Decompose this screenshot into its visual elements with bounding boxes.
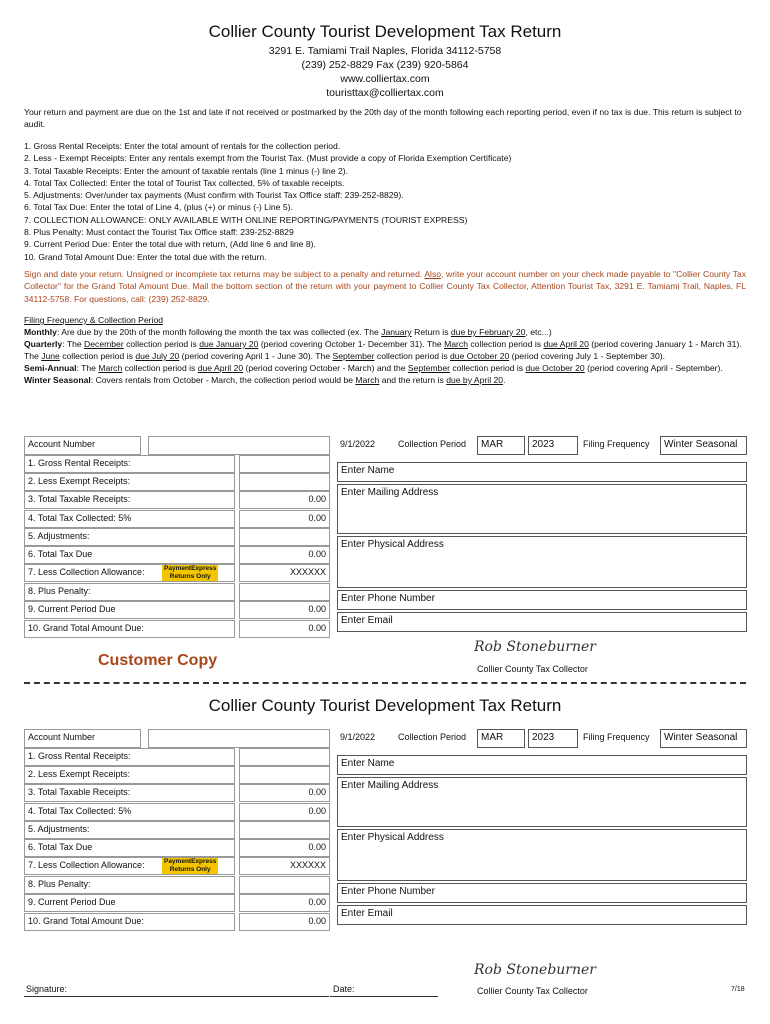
filing-paragraph <box>24 326 746 338</box>
filing-text: due April 20 <box>197 363 244 373</box>
filing-text: : Covers rentals from October - March, the collection period would be <box>90 375 356 385</box>
top-physical-address-input[interactable]: Enter Physical Address <box>337 536 747 588</box>
filing-text: (period covering July 1 - September 30). <box>509 351 665 361</box>
filing-text: due July 20 <box>135 351 180 361</box>
filing-text: March <box>355 375 380 385</box>
filing-paragraph <box>24 338 746 362</box>
date-label: Date: <box>333 984 355 994</box>
bottom-line-label: 3. Total Taxable Receipts: <box>24 784 235 802</box>
top-line-value-input[interactable] <box>239 473 330 491</box>
bottom-collection-period-label: Collection Period <box>398 732 467 742</box>
filing-text: : The <box>76 363 99 373</box>
bottom-line-value-input[interactable]: 0.00 <box>239 784 330 802</box>
bottom-line-label: 9. Current Period Due <box>24 894 235 912</box>
instruction-item: 6. Total Tax Due: Enter the total of Line 4, (plus (+) or minus (-) Line 5). <box>24 202 293 213</box>
filing-text: due October 20 <box>450 351 510 361</box>
top-line-value-input[interactable]: 0.00 <box>239 510 330 528</box>
filing-text: collection period is <box>467 339 544 349</box>
office-email: touristtax@colliertax.com <box>326 87 444 99</box>
office-website: www.colliertax.com <box>340 73 430 85</box>
filing-text: Quarterly <box>24 339 63 349</box>
filing-text: : Are due by the 20th of the month following the month the tax was collected (ex. The <box>56 327 382 337</box>
filing-text: September <box>407 363 450 373</box>
filing-text: due April 20 <box>543 339 589 349</box>
bottom-line-value-input[interactable] <box>239 876 330 894</box>
filing-text: (period covering April 1 - June 30). The <box>179 351 333 361</box>
top-account-number-label: Account Number <box>24 436 141 455</box>
top-email-input[interactable]: Enter Email <box>337 612 747 632</box>
top-mailing-address-input[interactable]: Enter Mailing Address <box>337 484 747 534</box>
top-phone-input[interactable]: Enter Phone Number <box>337 590 747 610</box>
filing-paragraph <box>24 374 746 386</box>
top-account-number-input[interactable] <box>148 436 330 455</box>
signature-label: Signature: <box>26 984 68 994</box>
top-line-label: 7. Less Collection Allowance: <box>24 564 235 582</box>
bottom-collection-month-select[interactable]: MAR <box>477 729 525 748</box>
bottom-line-label: 2. Less Exempt Receipts: <box>24 766 235 784</box>
bottom-line-label: 7. Less Collection Allowance: <box>24 857 235 875</box>
instruction-item: 5. Adjustments: Over/under tax payments (Must confirm with Tourist Tax Office staff: 239-252-8829). <box>24 190 404 201</box>
filing-text: , etc...) <box>525 327 552 337</box>
filing-text: Semi-Annual <box>24 363 77 373</box>
top-line-label: 9. Current Period Due <box>24 601 235 619</box>
collector-signature: Rob Stoneburner <box>474 962 596 978</box>
bottom-physical-address-input[interactable]: Enter Physical Address <box>337 829 747 881</box>
top-form-date: 9/1/2022 <box>340 439 376 449</box>
mailing-notice <box>24 268 746 305</box>
top-line-label: 10. Grand Total Amount Due: <box>24 620 235 638</box>
badge-line: PaymentExpress <box>164 565 217 572</box>
instruction-item: 4. Total Tax Collected: Enter the total of Tourist Tax collected, 5% of taxable receipts. <box>24 177 345 188</box>
notice-text-end: , write your account number on your check made payable to "Collier County Tax Collector" for the Grand Total Amount Due. Mail the bottom section of the return with your payment to Collier County Tax Collector, Attention Tourist Tax, 3291 E. Tamiami Trail, Naples, FL 34112-5758. For questions, call: (239) 252-8829. <box>24 269 746 304</box>
filing-text: and the return is <box>379 375 447 385</box>
filing-text: December <box>84 339 124 349</box>
date-line[interactable] <box>330 996 438 997</box>
top-line-value-input[interactable] <box>239 528 330 546</box>
bottom-line-label: 4. Total Tax Collected: 5% <box>24 803 235 821</box>
bottom-filing-frequency-label: Filing Frequency <box>583 732 650 742</box>
filing-text: (period covering April - September). <box>584 363 723 373</box>
bottom-line-value-input[interactable] <box>239 748 330 766</box>
top-line-value-input[interactable]: 0.00 <box>239 620 330 638</box>
bottom-line-value-input[interactable]: 0.00 <box>239 913 330 931</box>
top-line-value-input[interactable]: 0.00 <box>239 601 330 619</box>
bottom-line-label: 5. Adjustments: <box>24 821 235 839</box>
collector-title: Collier County Tax Collector <box>477 664 588 674</box>
instructions-list <box>24 140 746 263</box>
bottom-phone-input[interactable]: Enter Phone Number <box>337 883 747 903</box>
bottom-line-value-input[interactable]: 0.00 <box>239 803 330 821</box>
top-filing-frequency-label: Filing Frequency <box>583 439 650 449</box>
office-phone: (239) 252-8829 Fax (239) 920-5864 <box>301 59 469 71</box>
badge-line: PaymentExpress <box>164 858 217 865</box>
filing-text: March <box>444 339 468 349</box>
top-line-label: 8. Plus Penalty: <box>24 583 235 601</box>
instruction-item: 1. Gross Rental Receipts: Enter the total amount of rentals for the collection period. <box>24 141 341 151</box>
instruction-item: 7. COLLECTION ALLOWANCE: ONLY AVAILABLE WITH ONLINE REPORTING/PAYMENTS (TOURIST EXPRESS) <box>24 214 468 225</box>
top-line-label: 2. Less Exempt Receipts: <box>24 473 235 491</box>
top-line-value-input[interactable]: 0.00 <box>239 491 330 509</box>
bottom-account-number-label: Account Number <box>24 729 141 748</box>
page-code: 7/18 <box>731 986 745 993</box>
customer-copy-label: Customer Copy <box>98 652 218 669</box>
top-line-value-input[interactable]: 0.00 <box>239 546 330 564</box>
instruction-item: 10. Grand Total Amount Due: Enter the total due with the return. <box>24 251 267 262</box>
top-line-label: 1. Gross Rental Receipts: <box>24 455 235 473</box>
instruction-item: 2. Less - Exempt Receipts: Enter any rentals exempt from the Tourist Tax. (Must provide a copy of Florida Exemption Certificate) <box>24 153 512 164</box>
bottom-collection-year-select[interactable]: 2023 <box>528 729 578 748</box>
office-address: 3291 E. Tamiami Trail Naples, Florida 34112-5758 <box>268 45 502 57</box>
collector-title: Collier County Tax Collector <box>477 986 588 996</box>
instruction-item: 9. Current Period Due: Enter the total due with return, (Add line 6 and line 8). <box>24 239 316 250</box>
bottom-mailing-address-input[interactable]: Enter Mailing Address <box>337 777 747 827</box>
filing-text: January <box>381 327 412 337</box>
filing-text: (period covering October 1- December 31). The <box>258 339 445 349</box>
signature-line[interactable] <box>24 996 329 997</box>
bottom-email-input[interactable]: Enter Email <box>337 905 747 925</box>
remittance-form <box>0 729 770 969</box>
filing-text: . <box>503 375 506 385</box>
filing-text: collection period is <box>59 351 136 361</box>
filing-info-heading: Filing Frequency & Collection Period <box>24 315 163 325</box>
bottom-line-label: 1. Gross Rental Receipts: <box>24 748 235 766</box>
top-payment-express-badge <box>162 565 218 581</box>
filing-text: September <box>332 351 375 361</box>
instruction-item: 8. Plus Penalty: Must contact the Tourist Tax Office staff: 239-252-8829 <box>24 227 294 238</box>
top-line-value-input[interactable] <box>239 455 330 473</box>
filing-text: : The <box>62 339 85 349</box>
bottom-title: Collier County Tourist Development Tax Return <box>208 696 562 715</box>
bottom-line-label: 10. Grand Total Amount Due: <box>24 913 235 931</box>
tear-line <box>24 682 746 684</box>
filing-text: collection period is <box>122 363 198 373</box>
filing-text: (period covering January 1 - March 31). The <box>24 339 742 361</box>
collector-signature: Rob Stoneburner <box>474 639 596 655</box>
filing-text: due by April 20 <box>446 375 504 385</box>
filing-text: due January 20 <box>199 339 259 349</box>
top-line-value-input[interactable] <box>239 583 330 601</box>
customer-copy-form <box>0 436 770 676</box>
filing-text: Return is <box>411 327 451 337</box>
filing-text: collection period is <box>123 339 200 349</box>
instruction-item: 3. Total Taxable Receipts: Enter the amount of taxable rentals (line 1 minus (-) line 2). <box>24 165 349 176</box>
bottom-line-label: 8. Plus Penalty: <box>24 876 235 894</box>
filing-text: Winter Seasonal <box>24 375 91 385</box>
filing-text: due by February 20 <box>450 327 526 337</box>
filing-paragraph <box>24 362 746 374</box>
top-filing-frequency-select[interactable]: Winter Seasonal <box>660 436 747 455</box>
bottom-line-value-input[interactable]: XXXXXX <box>239 857 330 875</box>
top-line-label: 3. Total Taxable Receipts: <box>24 491 235 509</box>
bottom-name-input[interactable]: Enter Name <box>337 755 747 775</box>
top-collection-month-select[interactable]: MAR <box>477 436 525 455</box>
bottom-payment-express-badge <box>162 858 218 874</box>
filing-text: June <box>41 351 60 361</box>
bottom-line-label: 6. Total Tax Due <box>24 839 235 857</box>
top-name-input[interactable]: Enter Name <box>337 462 747 482</box>
bottom-form-date: 9/1/2022 <box>340 732 376 742</box>
badge-line: Returns Only <box>169 573 211 580</box>
bottom-account-number-input[interactable] <box>148 729 330 748</box>
bottom-line-value-input[interactable]: 0.00 <box>239 839 330 857</box>
top-line-value-input[interactable]: XXXXXX <box>239 564 330 582</box>
badge-line: Returns Only <box>169 866 211 873</box>
bottom-line-value-input[interactable] <box>239 821 330 839</box>
top-collection-year-select[interactable]: 2023 <box>528 436 578 455</box>
top-line-label: 6. Total Tax Due <box>24 546 235 564</box>
page-title: Collier County Tourist Development Tax Return <box>208 22 562 41</box>
notice-text: Sign and date your return. Unsigned or incomplete tax returns may be subject to a penalty and returned. <box>24 269 425 279</box>
intro-text: Your return and payment are due on the 1st and late if not received or postmarked by the 20th day of the month following each reporting period, even if no tax is due. This return is subject to audit. <box>24 107 742 130</box>
bottom-line-value-input[interactable]: 0.00 <box>239 894 330 912</box>
filing-text: collection period is <box>374 351 451 361</box>
top-line-label: 4. Total Tax Collected: 5% <box>24 510 235 528</box>
filing-frequency-info <box>24 314 746 386</box>
filing-text: collection period is <box>449 363 526 373</box>
bottom-line-value-input[interactable] <box>239 766 330 784</box>
filing-text: (period covering October - March) and the <box>243 363 408 373</box>
filing-text: due October 20 <box>525 363 585 373</box>
bottom-filing-frequency-select[interactable]: Winter Seasonal <box>660 729 747 748</box>
filing-text: March <box>98 363 123 373</box>
notice-also: Also <box>424 269 442 279</box>
top-line-label: 5. Adjustments: <box>24 528 235 546</box>
top-collection-period-label: Collection Period <box>398 439 467 449</box>
filing-text: Monthly <box>24 327 57 337</box>
